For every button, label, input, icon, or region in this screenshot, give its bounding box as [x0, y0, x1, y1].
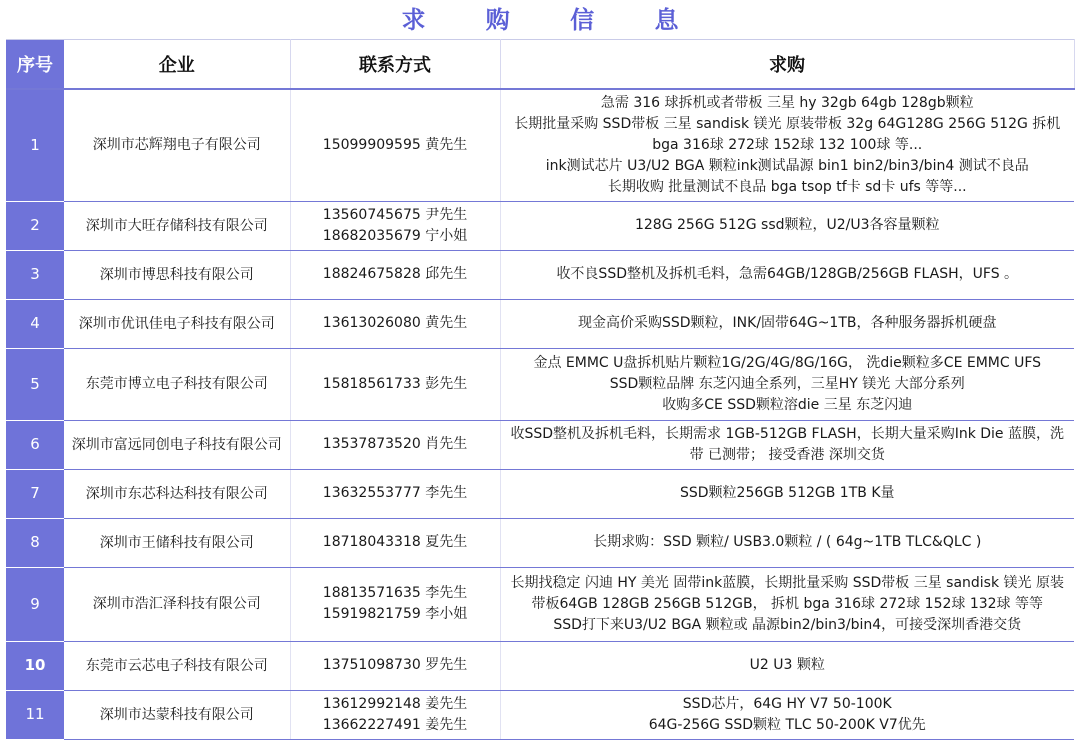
row-number: 6 — [6, 420, 64, 469]
contact-info: 18824675828 邱先生 — [290, 250, 500, 299]
demand-text: 急需 316 球拆机或者带板 三星 hy 32gb 64gb 128gb颗粒 长期批量采购 SSD带板 三星 sandisk 镁光 原装带板 32g 64G128G 256G 512G 拆机 bga 316球 272球 152球 132 100球 等... ink测试芯片 U3/U2 BGA 颗粒ink测试晶源 bin1 bin2/bin3/bin4 测试不良品 长期收购 批量测试不良品 bga tsop tf卡 sd卡 ufs 等等... — [500, 89, 1074, 201]
row-number: 9 — [6, 567, 64, 641]
row-number: 10 — [6, 641, 64, 690]
header-number: 序号 — [6, 40, 64, 90]
contact-info: 13613026080 黄先生 — [290, 299, 500, 348]
header-demand: 求购 — [500, 40, 1074, 90]
header-contact: 联系方式 — [290, 40, 500, 90]
table-row — [6, 348, 1074, 420]
table-row — [6, 250, 1074, 299]
demand-text: 128G 256G 512G ssd颗粒，U2/U3各容量颗粒 — [500, 201, 1074, 250]
demand-text: SSD芯片，64G HY V7 50-100K 64G-256G SSD颗粒 TLC 50-200K V7优先 — [500, 690, 1074, 739]
row-number: 5 — [6, 348, 64, 420]
table-row — [6, 690, 1074, 739]
header-company: 企业 — [64, 40, 290, 90]
company-name: 深圳市东芯科达科技有限公司 — [64, 469, 290, 518]
row-number: 2 — [6, 201, 64, 250]
table-row — [6, 469, 1074, 518]
row-number: 3 — [6, 250, 64, 299]
demand-text: SSD颗粒256GB 512GB 1TB K量 — [500, 469, 1074, 518]
company-name: 深圳市博思科技有限公司 — [64, 250, 290, 299]
demand-text: 收不良SSD整机及拆机毛料，急需64GB/128GB/256GB FLASH，UFS 。 — [500, 250, 1074, 299]
table-header-row — [6, 40, 1074, 90]
demand-text: 金点 EMMC U盘拆机贴片颗粒1G/2G/4G/8G/16G， 洗die颗粒多CE EMMC UFS SSD颗粒品牌 东芝闪迪全系列，三星HY 镁光 大部分系列 收购多CE SSD颗粒溶die 三星 东芝闪迪 — [500, 348, 1074, 420]
company-name: 东莞市云芯电子科技有限公司 — [64, 641, 290, 690]
company-name: 深圳市优讯佳电子科技有限公司 — [64, 299, 290, 348]
purchase-demand-table — [6, 39, 1075, 740]
company-name: 深圳市芯辉翔电子有限公司 — [64, 89, 290, 201]
table-row — [6, 89, 1074, 201]
page-title: 求 购 信 息 — [401, 6, 705, 34]
contact-info: 15099909595 黄先生 — [290, 89, 500, 201]
table-row — [6, 518, 1074, 567]
contact-info: 13751098730 罗先生 — [290, 641, 500, 690]
table-row — [6, 299, 1074, 348]
row-number: 4 — [6, 299, 64, 348]
demand-text: 长期求购：SSD 颗粒/ USB3.0颗粒 / ( 64g~1TB TLC&QLC ) — [500, 518, 1074, 567]
contact-info: 13537873520 肖先生 — [290, 420, 500, 469]
contact-info: 18813571635 李先生 15919821759 李小姐 — [290, 567, 500, 641]
demand-text: 现金高价采购SSD颗粒，INK/固带64G~1TB，各种服务器拆机硬盘 — [500, 299, 1074, 348]
contact-info: 13632553777 李先生 — [290, 469, 500, 518]
row-number: 7 — [6, 469, 64, 518]
contact-info: 13612992148 姜先生 13662227491 姜先生 — [290, 690, 500, 739]
table-row — [6, 641, 1074, 690]
company-name: 深圳市王储科技有限公司 — [64, 518, 290, 567]
demand-text: 收SSD整机及拆机毛料，长期需求 1GB-512GB FLASH，长期大量采购Ink Die 蓝膜，洗带 已测带； 接受香港 深圳交货 — [500, 420, 1074, 469]
company-name: 东莞市博立电子科技有限公司 — [64, 348, 290, 420]
demand-text: U2 U3 颗粒 — [500, 641, 1074, 690]
company-name: 深圳市达蒙科技有限公司 — [64, 690, 290, 739]
contact-info: 13560745675 尹先生 18682035679 宁小姐 — [290, 201, 500, 250]
row-number: 8 — [6, 518, 64, 567]
table-row — [6, 567, 1074, 641]
table-row — [6, 420, 1074, 469]
table-row — [6, 201, 1074, 250]
demand-text: 长期找稳定 闪迪 HY 美光 固带ink蓝膜，长期批量采购 SSD带板 三星 sandisk 镁光 原装带板64GB 128GB 256GB 512GB， 拆机 bga 316球 272球 152球 132球 等等 SSD打下来U3/U2 BGA 颗粒或 晶源bin2/bin3/bin4，可接受深圳香港交货 — [500, 567, 1074, 641]
company-name: 深圳市富远同创电子科技有限公司 — [64, 420, 290, 469]
contact-info: 15818561733 彭先生 — [290, 348, 500, 420]
contact-info: 18718043318 夏先生 — [290, 518, 500, 567]
row-number: 11 — [6, 690, 64, 739]
company-name: 深圳市大旺存储科技有限公司 — [64, 201, 290, 250]
company-name: 深圳市浩汇泽科技有限公司 — [64, 567, 290, 641]
row-number: 1 — [6, 89, 64, 201]
